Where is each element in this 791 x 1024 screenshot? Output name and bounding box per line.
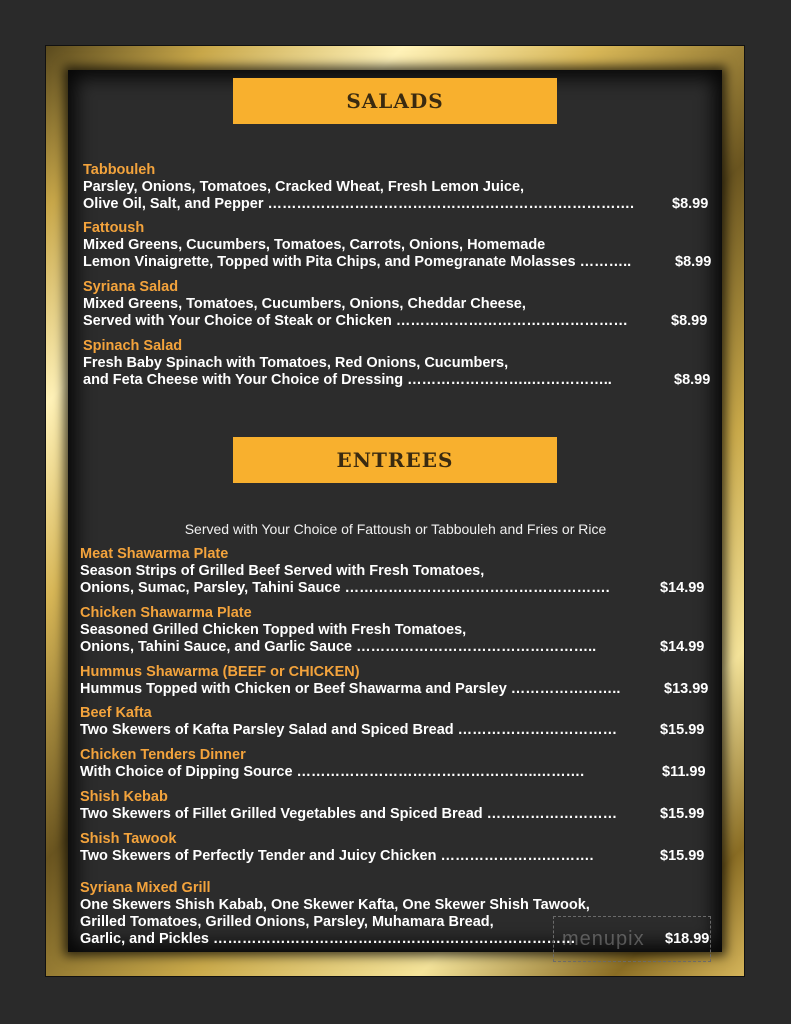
item-price: $15.99: [660, 722, 705, 738]
menu-item: [80, 705, 715, 739]
menu-item: [80, 546, 715, 597]
item-name: Spinach Salad: [83, 338, 183, 354]
item-price: $8.99: [675, 254, 712, 270]
item-name: Meat Shawarma Plate: [80, 546, 229, 562]
item-name: Syriana Mixed Grill: [80, 880, 211, 896]
item-price: $8.99: [672, 196, 709, 212]
item-name: Beef Kafta: [80, 705, 152, 721]
item-price: $13.99: [664, 681, 709, 697]
item-price: $11.99: [662, 764, 706, 780]
item-description: Lemon Vinaigrette, Topped with Pita Chips, and Pomegranate Molasses ………..: [83, 254, 632, 270]
item-name: Syriana Salad: [83, 279, 179, 295]
menu-item: [80, 789, 715, 823]
menu-item: [80, 605, 715, 656]
item-price: $8.99: [671, 313, 708, 329]
item-description: Served with Your Choice of Steak or Chicken …………………………………………: [83, 313, 628, 329]
item-price: $14.99: [660, 639, 705, 655]
item-name: Fattoush: [83, 220, 145, 236]
item-name: Chicken Tenders Dinner: [80, 747, 246, 763]
item-name: Shish Kebab: [80, 789, 168, 805]
item-description: With Choice of Dipping Source …………………………………………..……….: [80, 764, 585, 780]
watermark: menupix: [553, 916, 711, 962]
item-name: Tabbouleh: [83, 162, 156, 178]
item-name: Chicken Shawarma Plate: [80, 605, 252, 621]
item-description: Hummus Topped with Chicken or Beef Shawarma and Parsley …………………..: [80, 681, 621, 697]
salads-heading: SALADS: [233, 78, 557, 124]
item-price: $18.99: [665, 931, 710, 947]
menu-item: [83, 338, 715, 389]
item-description: Two Skewers of Fillet Grilled Vegetables and Spiced Bread ………………………: [80, 806, 618, 822]
menu-item: [83, 279, 715, 330]
item-description: Garlic, and Pickles …………………………………………………………………: [80, 931, 576, 947]
item-description: Seasoned Grilled Chicken Topped with Fresh Tomatoes,: [80, 622, 467, 638]
menu-item: [80, 664, 715, 698]
item-name: Hummus Shawarma (BEEF or CHICKEN): [80, 664, 360, 680]
entrees-note: Served with Your Choice of Fattoush or Tabbouleh and Fries or Rice: [184, 521, 607, 537]
item-price: $15.99: [660, 806, 705, 822]
item-description: Olive Oil, Salt, and Pepper ………………………………………………………………….: [83, 196, 635, 212]
item-description: Grilled Tomatoes, Grilled Onions, Parsley, Muhamara Bread,: [80, 914, 494, 930]
item-description: Onions, Tahini Sauce, and Garlic Sauce …………………………………………..: [80, 639, 597, 655]
item-name: Shish Tawook: [80, 831, 177, 847]
item-description: Season Strips of Grilled Beef Served with Fresh Tomatoes,: [80, 563, 485, 579]
item-price: $15.99: [660, 848, 705, 864]
item-description: One Skewers Shish Kabab, One Skewer Kafta, One Skewer Shish Tawook,: [80, 897, 590, 913]
menu-item: [80, 831, 715, 865]
item-description: Two Skewers of Perfectly Tender and Juicy Chicken ………………….……….: [80, 848, 594, 864]
item-description: Two Skewers of Kafta Parsley Salad and Spiced Bread ……………………………: [80, 722, 618, 738]
menu-item: [83, 220, 715, 271]
item-price: $8.99: [674, 372, 711, 388]
item-description: Mixed Greens, Tomatoes, Cucumbers, Onions, Cheddar Cheese,: [83, 296, 526, 312]
menu-item: [80, 747, 715, 781]
entrees-heading: ENTREES: [233, 437, 557, 483]
item-description: Fresh Baby Spinach with Tomatoes, Red Onions, Cucumbers,: [83, 355, 509, 371]
menu-item: [83, 162, 715, 213]
item-description: Mixed Greens, Cucumbers, Tomatoes, Carrots, Onions, Homemade: [83, 237, 546, 253]
item-description: Parsley, Onions, Tomatoes, Cracked Wheat, Fresh Lemon Juice,: [83, 179, 525, 195]
item-description: Onions, Sumac, Parsley, Tahini Sauce ……………………………………………….: [80, 580, 610, 596]
item-price: $14.99: [660, 580, 705, 596]
item-description: and Feta Cheese with Your Choice of Dressing ……………………..……………..: [83, 372, 612, 388]
